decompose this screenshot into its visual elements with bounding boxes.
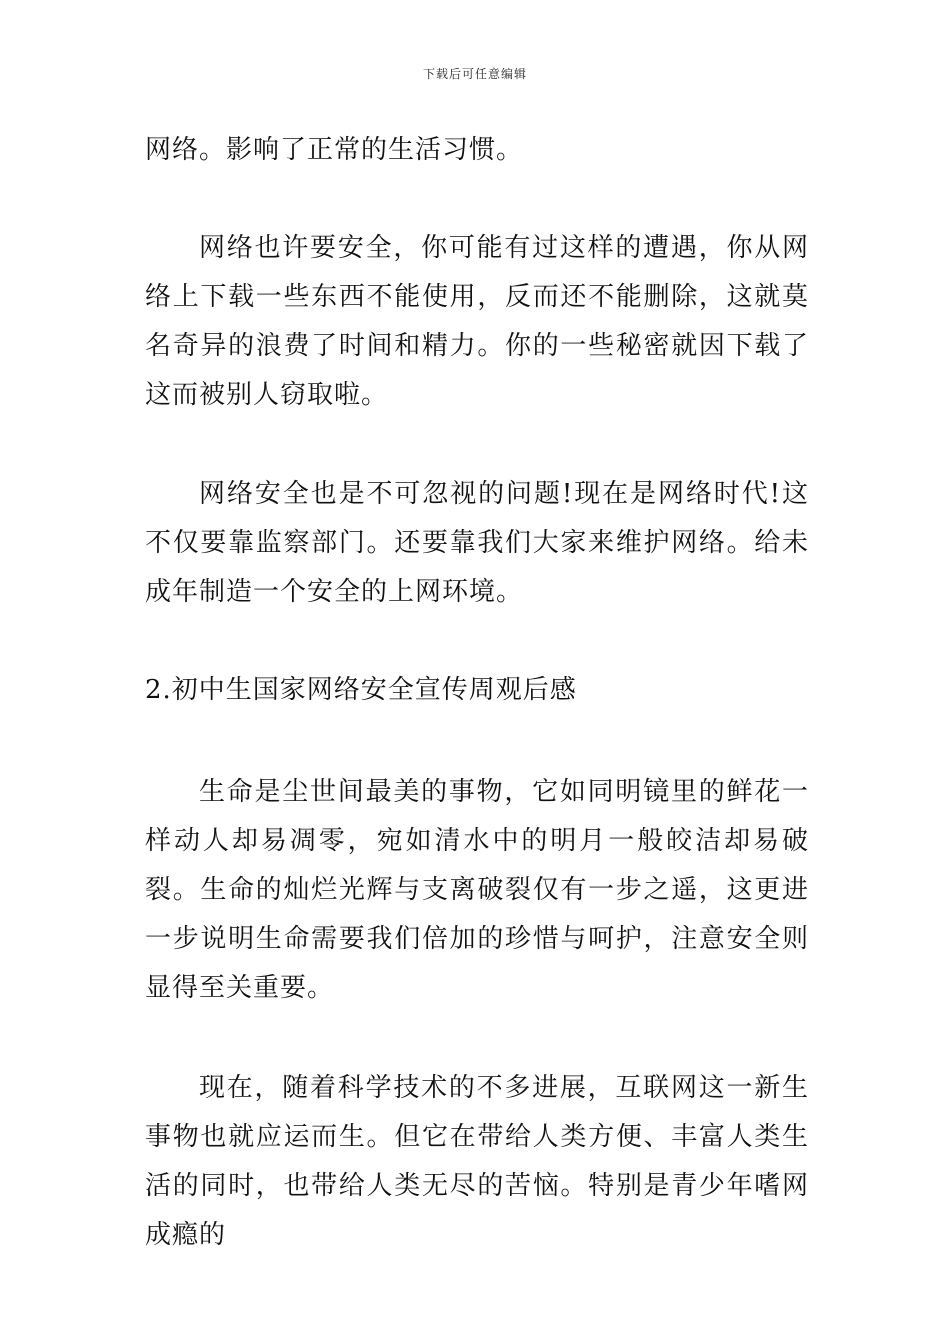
paragraph-text: 网络安全也是不可忽视的问题!现在是网络时代!这不仅要靠监察部门。还要靠我们大家来维护网络。给未成年制造一个安全的上网环境。 [145, 479, 809, 607]
section-heading [145, 666, 809, 715]
paragraph-life [145, 768, 809, 1013]
paragraph-continuation [145, 126, 809, 175]
paragraph-network-era [145, 470, 809, 617]
paragraph-internet [145, 1064, 809, 1260]
paragraph-text: 网络。影响了正常的生活习惯。 [145, 135, 524, 165]
paragraph-text: 网络也许要安全，你可能有过这样的遭遇，你从网络上下载一些东西不能使用，反而还不能删除，这就莫名奇异的浪费了时间和精力。你的一些秘密就因下载了这而被别人窃取啦。 [145, 233, 809, 410]
section-heading-text: 2.初中生国家网络安全宣传周观后感 [145, 675, 577, 705]
paragraph-network-security [145, 224, 809, 420]
page-header: 下载后可任意编辑 [422, 67, 527, 81]
paragraph-text: 生命是尘世间最美的事物，它如同明镜里的鲜花一样动人却易凋零，宛如清水中的明月一般皎洁却易破裂。生命的灿烂光辉与支离破裂仅有一步之遥，这更进一步说明生命需要我们倍加的珍惜与呵护，注意安全则显得至关重要。 [145, 777, 809, 1003]
paragraph-text: 现在，随着科学技术的不多进展，互联网这一新生事物也就应运而生。但它在带给人类方便、丰富人类生活的同时，也带给人类无尽的苦恼。特别是青少年嗜网成瘾的 [145, 1073, 809, 1250]
